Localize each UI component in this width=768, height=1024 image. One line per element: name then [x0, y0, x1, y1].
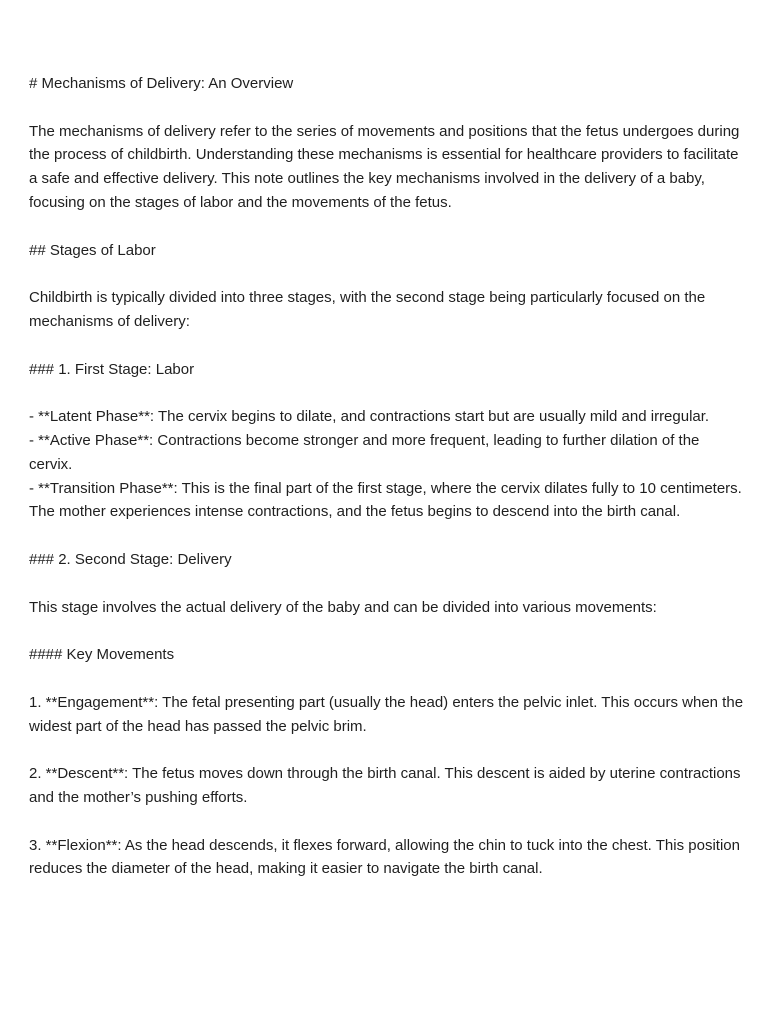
list-item-transition-phase: - **Transition Phase**: This is the final part of the first stage, where the cervix dilates fully to 10 centimeters. The mother experiences intense contractions, and the fetus begins to descend into the birth canal.	[29, 479, 742, 521]
list-item-flexion: 3. **Flexion**: As the head descends, it flexes forward, allowing the chin to tuck into the chest. This position reduces the diameter of the head, making it easier to navigate the birth canal.	[29, 836, 740, 878]
list-item-active-phase: - **Active Phase**: Contractions become stronger and more frequent, leading to further dilation of the cervix.	[29, 431, 700, 473]
intro-paragraph: The mechanisms of delivery refer to the series of movements and positions that the fetus undergoes during the process of childbirth. Understanding these mechanisms is essential for healthcare providers to facilitate a safe and effective delivery. This note outlines the key mechanisms involved in the delivery of a baby, focusing on the stages of labor and the movements of the fetus.	[29, 122, 740, 211]
second-stage-intro-paragraph: This stage involves the actual delivery of the baby and can be divided into various movements:	[29, 598, 657, 616]
list-item-descent: 2. **Descent**: The fetus moves down through the birth canal. This descent is aided by uterine contractions and the mother’s pushing efforts.	[29, 765, 741, 806]
second-stage-heading: ### 2. Second Stage: Delivery	[29, 550, 232, 568]
key-movements-heading: #### Key Movements	[29, 646, 175, 664]
list-item-engagement: 1. **Engagement**: The fetal presenting part (usually the head) enters the pelvic inlet. This occurs when the widest part of the head has passed the pelvic brim.	[29, 693, 744, 735]
stages-heading: ## Stages of Labor	[29, 241, 156, 259]
document-title: # Mechanisms of Delivery: An Overview	[29, 75, 294, 92]
stages-intro-paragraph: Childbirth is typically divided into three stages, with the second stage being particularly focused on the mechanisms of delivery:	[29, 289, 706, 330]
first-stage-heading: ### 1. First Stage: Labor	[29, 360, 195, 378]
document-body	[29, 72, 745, 905]
list-item-latent-phase: - **Latent Phase**: The cervix begins to dilate, and contractions start but are usually mild and irregular.	[29, 408, 710, 426]
